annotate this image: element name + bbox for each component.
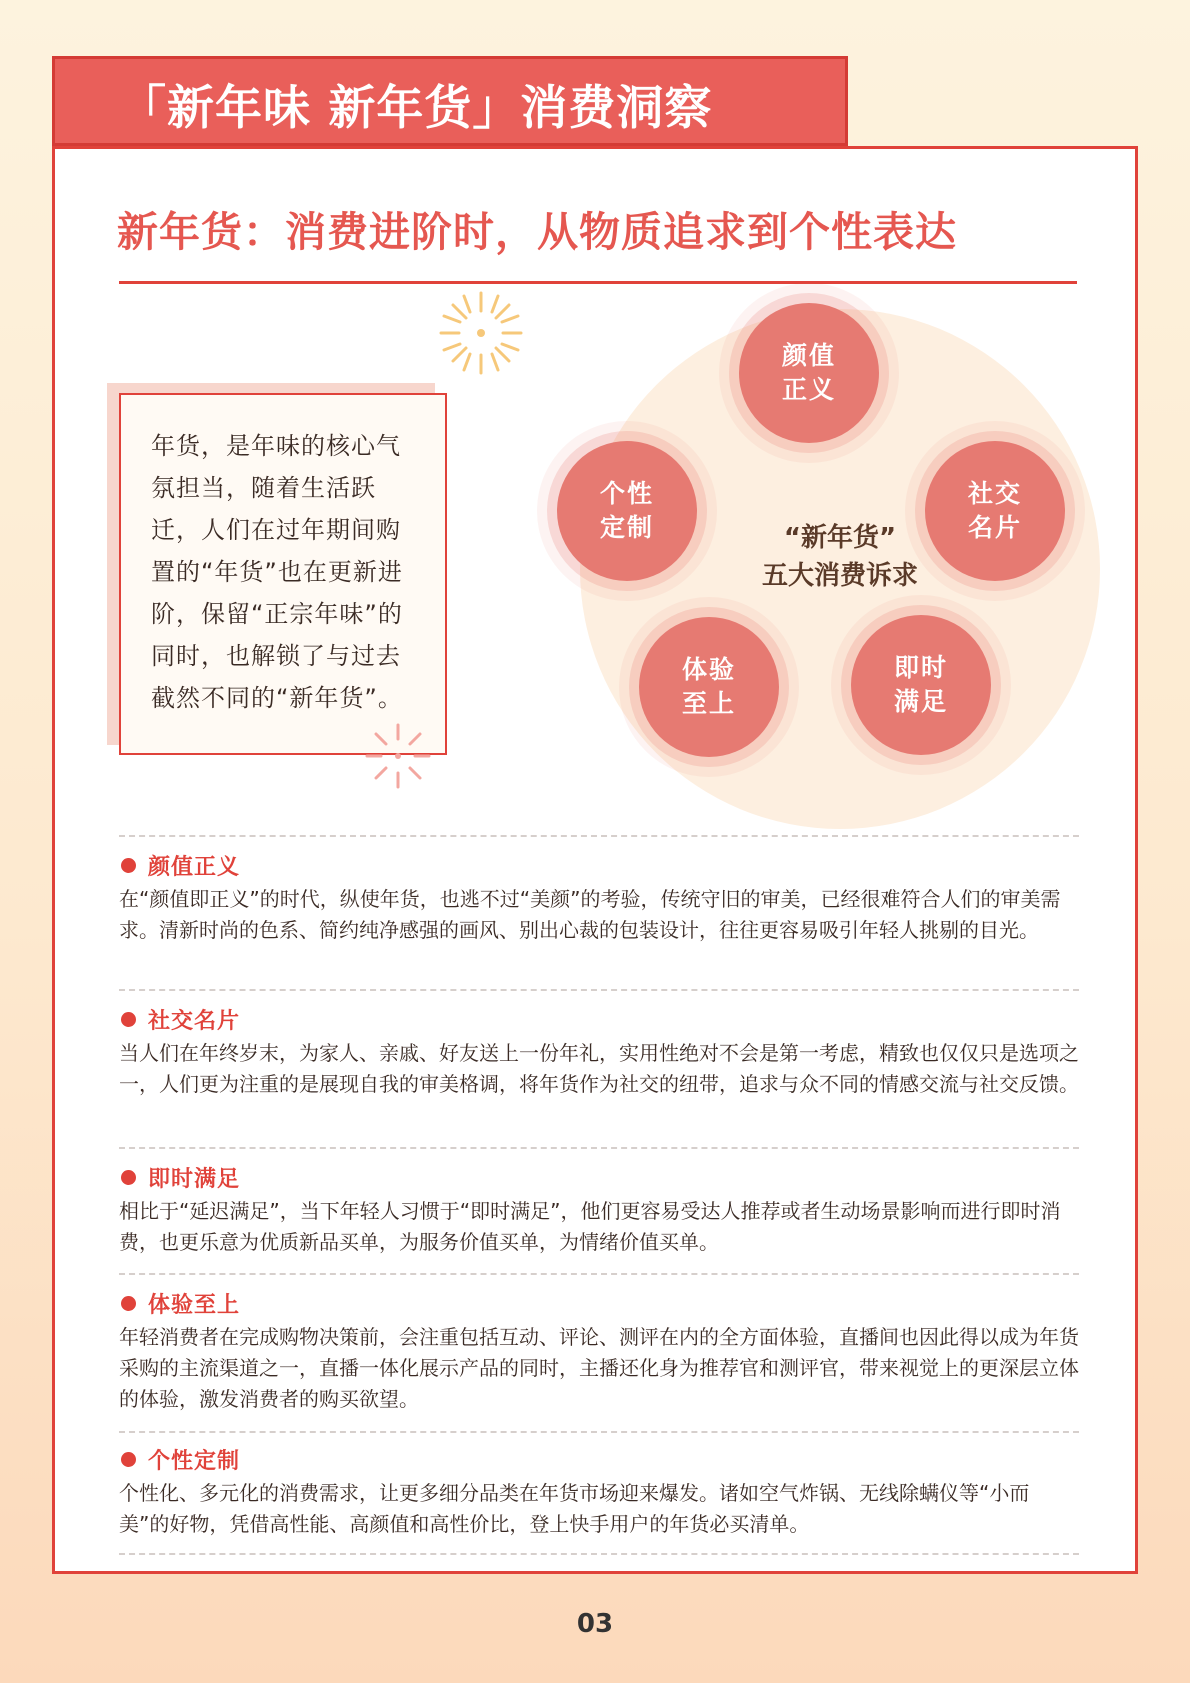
section-body: 当人们在年终岁末，为家人、亲戚、好友送上一份年礼，实用性绝对不会是第一考虑，精致也仅仅只是选项之一，人们更为注重的是展现自我的审美格调，将年货作为社交的纽带，追求与众不同的情感交流与社交反馈。 <box>119 1041 1079 1096</box>
section-shejiao <box>119 1002 1079 1100</box>
page-number: 03 <box>576 1609 614 1639</box>
subtitle-divider <box>119 281 1077 284</box>
bullet-dot <box>121 1296 136 1311</box>
divider <box>119 1431 1079 1433</box>
section-body: 年轻消费者在完成购物决策前，会注重包括互动、评论、测评在内的全方面体验，直播间也因此得以成为年货采购的主流渠道之一，直播一体化展示产品的同时，主播还化身为推荐官和测评官，带来视觉上的更深层立体的体验，激发消费者的购买欲望。 <box>119 1325 1079 1411</box>
section-body: 相比于“延迟满足”，当下年轻人习惯于“即时满足”，他们更容易受达人推荐或者生动场景影响而进行即时消费，也更乐意为优质新品买单，为服务价值买单，为情绪价值买单。 <box>119 1199 1061 1254</box>
divider <box>119 1553 1079 1555</box>
bullet-dot <box>121 858 136 873</box>
divider <box>119 1273 1079 1275</box>
page-title: 「新年味 新年货」消费洞察 <box>119 81 713 136</box>
firework-icon <box>433 285 529 381</box>
section-title: 体验至上 <box>148 1292 241 1318</box>
section-subtitle: 新年货：消费进阶时，从物质追求到个性表达 <box>117 208 957 256</box>
bubble-jishi: 即时满足 <box>851 615 991 755</box>
firework-icon <box>361 719 435 793</box>
section-tiyan <box>119 1286 1079 1415</box>
intro-text: 年货，是年味的核心气氛担当，随着生活跃迁，人们在过年期间购置的“年货”也在更新进阶，保留“正宗年味”的同时，也解锁了与过去截然不同的“新年货”。 <box>151 432 403 712</box>
section-yanzhi <box>119 848 1079 946</box>
section-body: 个性化、多元化的消费需求，让更多细分品类在年货市场迎来爆发。诸如空气炸锅、无线除螨仪等“小而美”的好物，凭借高性能、高颜值和高性价比，登上快手用户的年货必买清单。 <box>119 1481 1030 1536</box>
content-card <box>52 146 1138 1574</box>
bubble-tiyan: 体验至上 <box>639 617 779 757</box>
section-title: 社交名片 <box>148 1008 241 1034</box>
header-banner <box>52 56 848 146</box>
bullet-dot <box>121 1012 136 1027</box>
bullet-dot <box>121 1170 136 1185</box>
divider <box>119 989 1079 991</box>
section-body: 在“颜值即正义”的时代，纵使年货，也逃不过“美颜”的考验，传统守旧的审美，已经很难符合人们的审美需求。清新时尚的色系、简约纯净感强的画风、别出心裁的包装设计，往往更容易吸引年轻人挑剔的目光。 <box>119 887 1061 942</box>
bubble-yanzhi: 颜值正义 <box>739 303 879 443</box>
bubble-shejiao: 社交名片 <box>925 441 1065 581</box>
section-title: 即时满足 <box>148 1166 241 1192</box>
bubble-gexing: 个性定制 <box>557 441 697 581</box>
section-title: 个性定制 <box>148 1448 241 1474</box>
intro-box <box>119 393 447 755</box>
section-jishi <box>119 1160 1079 1258</box>
diagram-center-title: “新年货” 五大消费诉求 <box>761 523 918 591</box>
bullet-dot <box>121 1452 136 1467</box>
divider <box>119 1147 1079 1149</box>
divider <box>119 835 1079 837</box>
section-title: 颜值正义 <box>148 854 241 880</box>
section-gexing <box>119 1442 1079 1540</box>
